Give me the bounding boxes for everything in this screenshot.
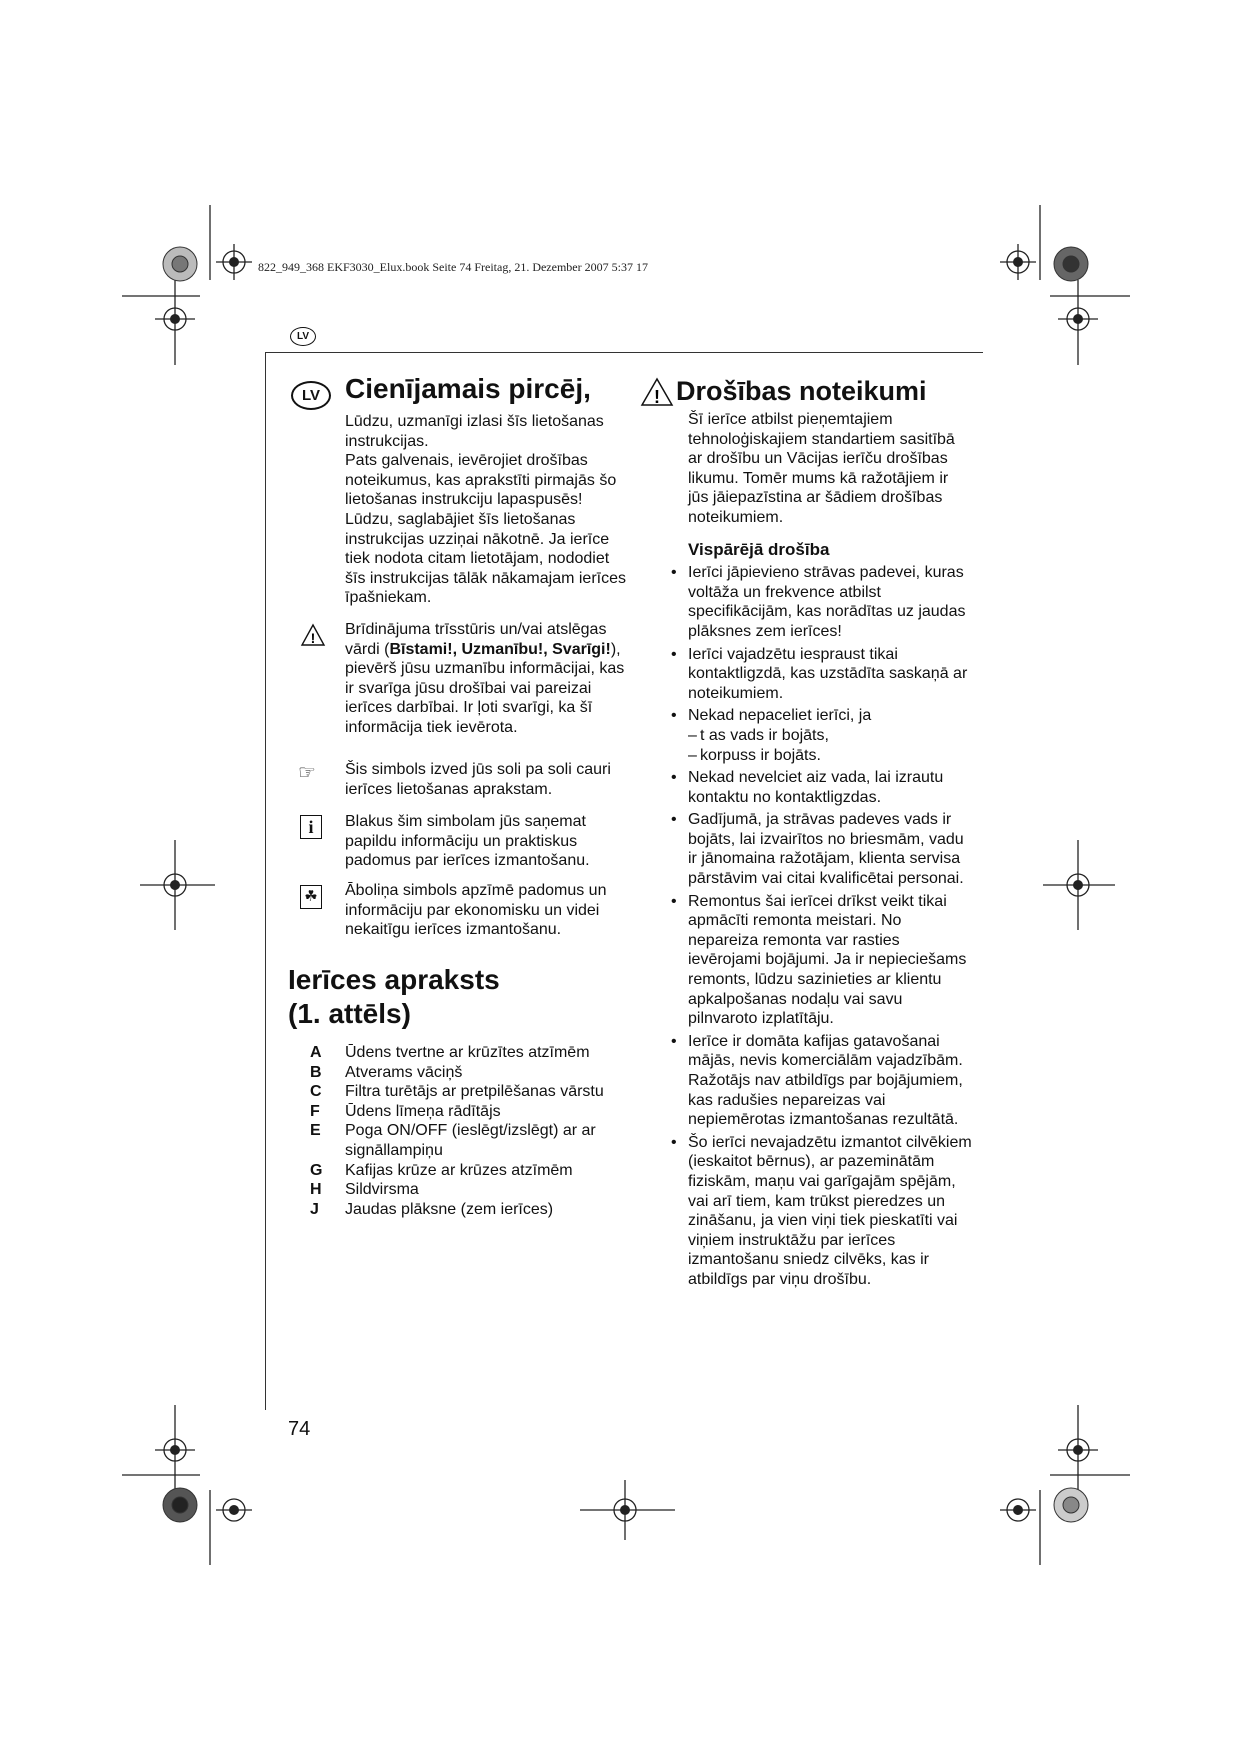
part-item (310, 1082, 630, 1102)
part-key: A (310, 1044, 322, 1061)
warning-keywords: Bīstami!, Uzmanību!, Svarīgi! (389, 640, 611, 658)
safety-subtitle: Vispārējā drošība (688, 539, 830, 559)
part-item (310, 1043, 630, 1063)
intro-paragraph: Pats galvenais, ievērojiet drošības noteikumus, kas aprakstīti pirmajās šo lietošanas instrukciju lapaspusēs! Lūdzu, saglabājiet šīs lietošanas instrukcijas uzziņai nākotnē. Ja ierīce tiek nodota citam lietotājam, nododiet šīs instrukcijas tālāk nākamajam ierīces īpašniekam. (345, 452, 626, 607)
warning-triangle-icon (300, 623, 326, 647)
part-key: G (310, 1161, 323, 1179)
intro-paragraph: Lūdzu, uzmanīgi izlasi šīs lietošanas instrukcijas. (345, 413, 604, 450)
sub-item: – korpuss ir bojāts. (688, 746, 821, 764)
list-item: • Ierīci jāpievieno strāvas padevei, kuras voltāža un frekvence atbilst specifikācijām, kas norādītas uz jaudas plāksnes zem ierīces! (671, 564, 966, 640)
safety-section (671, 410, 973, 1290)
part-text: Ūdens tvertne ar krūzītes atzīmēm (345, 1044, 590, 1061)
eco-note: Āboliņa simbols apzīmē padomus un informāciju par ekonomisku un videi nekaitīgu ierīces izmantošanu. (345, 882, 607, 939)
page-number: 74 (288, 1418, 311, 1440)
language-badge-small: LV (290, 327, 316, 346)
left-rule (265, 352, 266, 1410)
part-item (310, 1063, 630, 1083)
intro-title: Cienījamais pircēj, (345, 373, 591, 404)
steps-note: Šis simbols izved jūs soli pa soli cauri ierīces lietošanas aprakstam. (345, 761, 611, 798)
svg-text:!: ! (310, 630, 316, 646)
list-item: • Ierīce ir domāta kafijas gatavošanai mājās, nevis komerciālām vajadzībām. Ražotājs nav atbildīgs par bojājumiem, kas radušies nepareizas vai nepiemērotas izmantošanas rezultātā. (671, 1032, 963, 1129)
part-key: H (310, 1181, 322, 1199)
warning-note-pre: Brīdinājuma trīsstūris un/vai atslēgas vārdi ( (345, 621, 607, 658)
language-badge: LV (291, 381, 331, 410)
intro-text (345, 412, 630, 608)
top-rule (265, 352, 983, 353)
part-item (310, 1102, 630, 1122)
part-key: F (310, 1102, 320, 1120)
part-text: Filtra turētājs ar pretpilēšanas vārstu (345, 1083, 604, 1101)
part-item (310, 1161, 630, 1181)
part-key: B (310, 1063, 322, 1081)
svg-text:!: ! (654, 387, 660, 407)
sub-item: – t as vads ir bojāts, (688, 726, 829, 744)
list-item: • Nekad nepaceliet ierīci, ja – t as vads ir bojāts, – korpuss ir bojāts. (688, 706, 973, 765)
part-text: Atverams vāciņš (345, 1063, 463, 1081)
print-header: 822_949_368 EKF3030_Elux.book Seite 74 Freitag, 21. Dezember 2007 5:37 17 (258, 260, 648, 274)
warning-triangle-icon (640, 377, 674, 407)
list-item: • Gadījumā, ja strāvas padeves vads ir bojāts, lai izvairītos no briesmām, vadu ir jānomaina ražotājam, klienta servisa pārstāvim vai citai kvalificētai personai. (671, 811, 964, 888)
part-text: Poga ON/OFF (ieslēgt/izslēgt) ar ar signāllampiņu (345, 1122, 596, 1159)
list-item: • Ierīci vajadzētu iespraust tikai kontaktligzdā, kas uzstādīta saskaņā ar noteikumiem. (671, 645, 968, 702)
part-text: Kafijas krūze ar krūzes atzīmēm (345, 1161, 573, 1179)
pointing-hand-icon: ☞ (298, 762, 316, 784)
part-item (310, 1180, 630, 1200)
part-text: Sildvirsma (345, 1181, 419, 1199)
clover-icon: ☘ (300, 885, 322, 909)
list-item: • Šo ierīci nevajadzētu izmantot cilvēkiem (ieskaitot bērnus), ar pazeminātām fiziskām, maņu vai garīgajām spējām, vai arī tiem, kam trūkst pieredzes un zināšanu, ja vien viņi tiek pieskatīti vai viņiem instruktāžu par ierīces izmantošanu sniedz cilvēks, kas ir atbildīgs par viņu drošību. (671, 1133, 972, 1288)
part-key: C (310, 1083, 322, 1101)
parts-list (310, 1043, 630, 1219)
part-text: Ūdens līmeņa rādītājs (345, 1102, 501, 1120)
part-key: J (310, 1200, 319, 1218)
safety-list (671, 563, 973, 1289)
safety-intro: Šī ierīce atbilst pieņemtajiem tehnoloģiskajiem standartiem sasitībā ar drošību un Vācijas ierīču drošības likumu. Tomēr mums kā ražotājiem ir jūs jāiepazīstina ar šādiem drošības noteikumiem. (688, 411, 955, 526)
warning-note (345, 620, 630, 738)
info-icon: i (300, 815, 322, 839)
part-item (310, 1200, 630, 1220)
safety-title: Drošības noteikumi (676, 376, 927, 406)
part-item (310, 1121, 630, 1160)
part-text: Jaudas plāksne (zem ierīces) (345, 1200, 554, 1218)
list-item: • Nekad nevelciet aiz vada, lai izrautu kontaktu no kontaktligzdas. (671, 769, 944, 806)
info-note: Blakus šim simbolam jūs saņemat papildu informāciju un praktiskus padomus par ierīces izmantošanu. (345, 813, 590, 870)
list-item: • Remontus šai ierīcei drīkst veikt tikai apmācīti remonta meistari. No nepareiza remonta var rasties ievērojami bojājumi. Ja ir nepieciešams remonts, lūdzu sazinieties ar klientu apkalpošanas nodaļu vai savu pilnvaroto izplatītāju. (671, 892, 967, 1028)
description-title-line1: Ierīces apraksts (288, 964, 500, 995)
warning-note-post: ), pievērš jūsu uzmanību informācijai, kas ir svarīga jūsu drošībai vai pareizai ierīces darbībai. Ir ļoti svarīgi, ka šī informācija tiek ievērota. (345, 640, 625, 736)
description-title-line2: (1. attēls) (288, 998, 411, 1029)
description-title (288, 963, 500, 1031)
part-key: E (310, 1122, 321, 1140)
